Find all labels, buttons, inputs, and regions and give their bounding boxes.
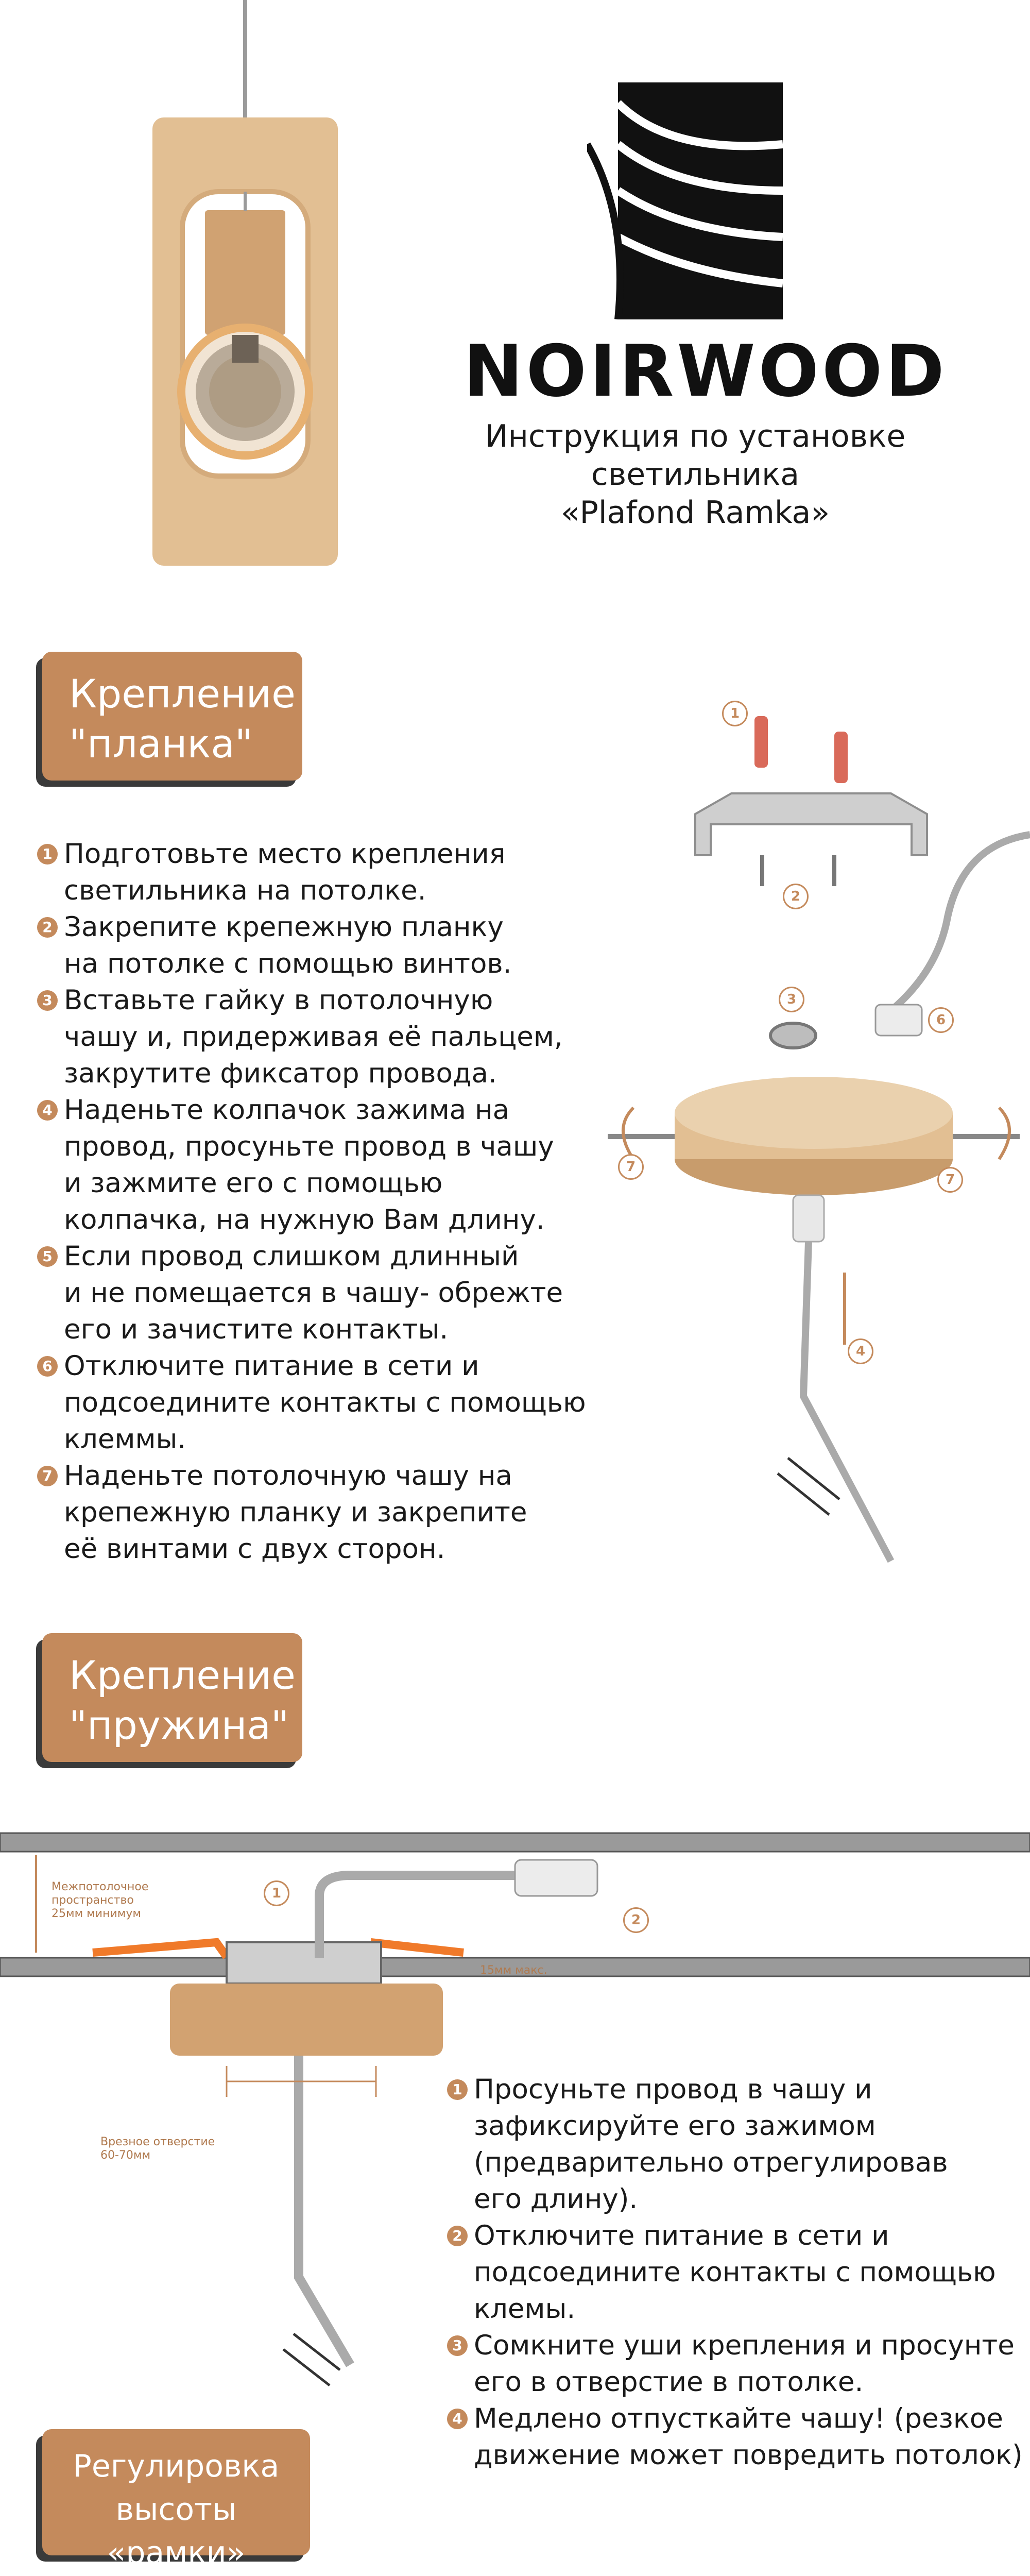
step-text: чашу и, придерживая её пальцем, (64, 1021, 563, 1053)
noirwood-logo (587, 82, 783, 319)
step-text: Закрепите крепежную планку (64, 911, 504, 943)
callout-marker: 6 (928, 1007, 954, 1033)
step-text: Просуньте провод в чашу и (474, 2074, 872, 2105)
lamp-illustration (144, 0, 350, 572)
step-text: Вставьте гайку в потолочную (64, 985, 493, 1016)
section-badge-height (42, 2429, 310, 2571)
step-text: Наденьте колпачок зажима на (64, 1094, 510, 1126)
step-number: 2 (447, 2226, 468, 2246)
ceiling-space-label (52, 1880, 148, 1921)
step-item (447, 2327, 1024, 2400)
callout-marker: 7 (618, 1154, 644, 1180)
step-text: Подготовьте место крепления (64, 838, 506, 870)
callout-marker: 2 (783, 884, 809, 909)
label-line: 25мм минимум (52, 1907, 141, 1920)
label-line: 60-70мм (100, 2149, 151, 2162)
step-number: 3 (447, 2335, 468, 2356)
step-item (37, 1238, 593, 1348)
step-text: Медлено отпусткайте чашу! (резкое (474, 2403, 1003, 2434)
step-text: Если провод слишком длинный (64, 1241, 519, 1272)
title-line: Инструкция по установке (485, 418, 906, 454)
step-number: 4 (37, 1100, 58, 1121)
instruction-title (453, 417, 937, 532)
step-item (37, 1458, 593, 1567)
step-text: крепежную планку и закрепите (64, 1497, 527, 1528)
callout-marker: 1 (264, 1880, 289, 1906)
step-number: 7 (37, 1466, 58, 1486)
callout-marker: 7 (937, 1167, 963, 1193)
cut-hole-label (100, 2136, 215, 2162)
step-item (37, 1092, 593, 1238)
step-text: зафиксируйте его зажимом (474, 2110, 876, 2142)
badge-line: Крепление (69, 1652, 296, 1698)
step-text: Сомкните уши крепления и просунте (474, 2330, 1015, 2361)
step-text: светильника на потолке. (64, 875, 426, 906)
badge-line: "планка" (69, 720, 253, 767)
title-line: светильника (591, 456, 800, 493)
step-text: закрутите фиксатор провода. (64, 1058, 497, 1089)
step-number: 2 (37, 917, 58, 938)
callout-marker: 4 (848, 1338, 873, 1364)
title-line: «Plafond Ramka» (560, 495, 830, 531)
callout-marker: 2 (623, 1907, 649, 1933)
step-number: 1 (37, 844, 58, 865)
callout-marker: 3 (779, 987, 804, 1012)
section-badge-pruzhina (42, 1633, 302, 1762)
section-badge-planka (42, 652, 302, 781)
step-item (37, 982, 593, 1092)
step-text: подсоедините контакты с помощью (474, 2257, 996, 2288)
step-text: движение может повредить потолок) (474, 2439, 1023, 2471)
step-number: 5 (37, 1246, 58, 1267)
step-text: и зажмите его с помощью (64, 1167, 443, 1199)
step-text: провод, просуньте провод в чашу (64, 1131, 554, 1162)
step-item (447, 2217, 1024, 2327)
step-text: его и зачистите контакты. (64, 1314, 449, 1345)
step-text: клемы. (474, 2293, 576, 2325)
planka-steps (37, 836, 593, 1567)
callout-marker: 1 (722, 701, 748, 726)
badge-line: высоты «рамки» (107, 2492, 246, 2571)
brand-name: NOIRWOOD (464, 330, 948, 413)
step-number: 3 (37, 990, 58, 1011)
step-number: 6 (37, 1356, 58, 1377)
step-number: 1 (447, 2079, 468, 2100)
step-item (37, 836, 593, 909)
badge-line: "пружина" (69, 1702, 289, 1748)
step-text: Наденьте потолочную чашу на (64, 1460, 512, 1492)
step-text: колпачка, на нужную Вам длину. (64, 1204, 545, 1235)
step-text: его длину). (474, 2183, 638, 2215)
step-text: и не помещается в чашу- обрежте (64, 1277, 563, 1309)
step-text: его в отверстие в потолке. (474, 2366, 864, 2398)
step-text: Отключите питание в сети и (64, 1350, 479, 1382)
label-line: Межпотолочное (52, 1880, 149, 1893)
step-text: на потолке с помощью винтов. (64, 948, 512, 979)
planka-mount-illustration (577, 685, 1030, 1582)
label-line: пространство (52, 1894, 134, 1907)
step-text: подсоедините контакты с помощью (64, 1387, 586, 1418)
step-number: 4 (447, 2409, 468, 2429)
badge-line: Крепление (69, 671, 296, 717)
step-text: Отключите питание в сети и (474, 2220, 889, 2251)
step-text: (предварительно отрегулировав (474, 2147, 948, 2178)
step-item (447, 2071, 1024, 2217)
step-item (37, 1348, 593, 1458)
badge-line: Регулировка (73, 2448, 280, 2484)
step-text: клеммы. (64, 1423, 186, 1455)
max-thickness-label: 15мм макс. (480, 1964, 547, 1977)
step-text: её винтами с двух сторон. (64, 1533, 445, 1565)
pruzhina-steps (447, 2071, 1024, 2473)
step-item (447, 2400, 1024, 2473)
label-line: Врезное отверстие (100, 2136, 215, 2148)
height-adjust-illustration (0, 2566, 566, 2576)
step-item (37, 909, 593, 982)
